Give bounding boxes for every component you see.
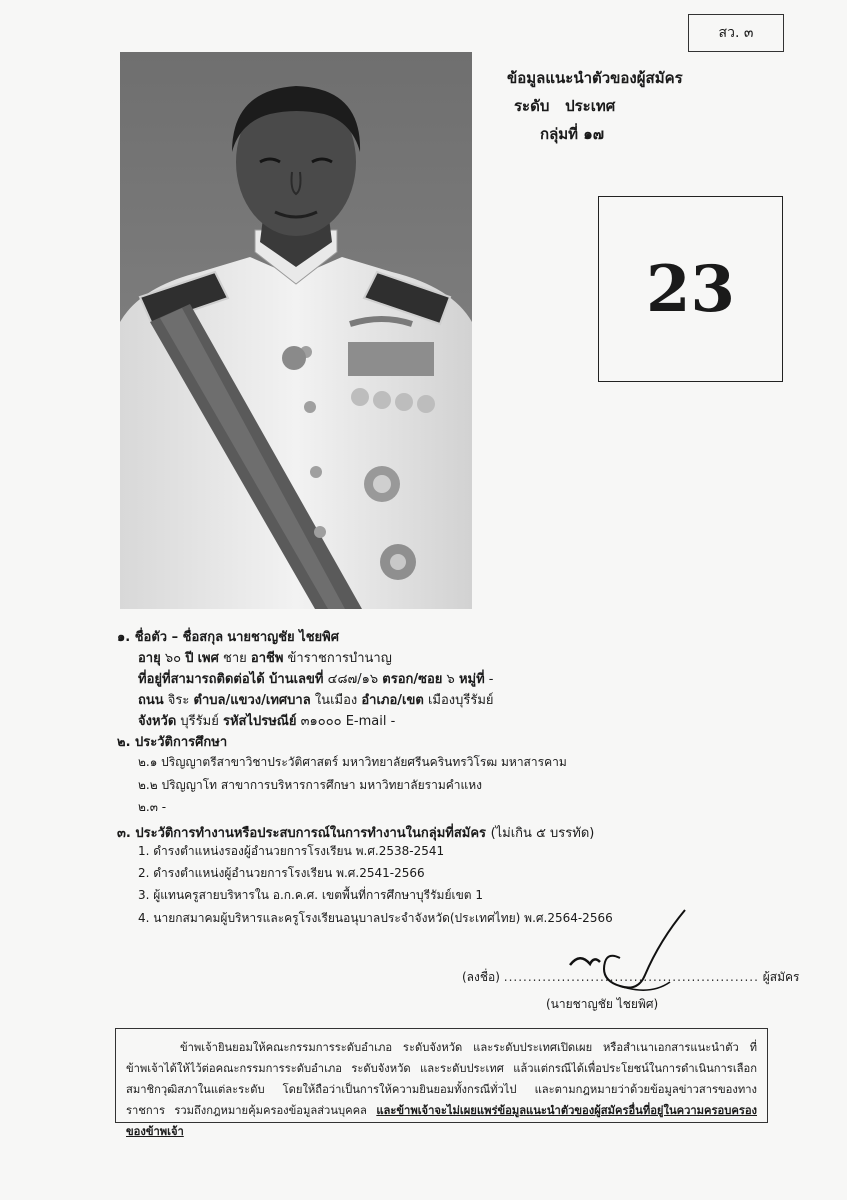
education-item-number: ๒.๑ — [138, 755, 158, 769]
moo-label: หมู่ที่ — [458, 672, 485, 687]
sex-label: เพศ — [197, 651, 219, 666]
alley-label: ตรอก/ซอย — [382, 672, 443, 687]
form-code-box — [688, 14, 784, 52]
house-number: ๔๘๗/๑๖ — [327, 672, 379, 687]
consent-text: ข้าพเจ้ายินยอมให้คณะกรรมการระดับอำเภอ ระดับจังหวัด และระดับประเทศเปิดเผย หรือสำเนาเอกสารแนะนำตัว ที่ข้าพเจ้าได้ให้ไว้ต่อคณะกรรมการระดับอำเภอ ระดับจังหวัด และระดับประเทศ แล้วแต่กรณีได้เพื่อประโยชน์ในการดำเนินการเลือกสมาชิกวุฒิสภาในแต่ละระดับ โดยให้ถือว่าเป็นการให้ความยินยอมทั้งกรณีทั่วไป และตามกฎหมายว่าด้วยข้อมูลข่าวสารของทางราชการ รวมถึงกฎหมายคุ้มครองข้อมูลส่วนบุคคล — [126, 1041, 757, 1117]
age-value: ๖๐ — [164, 651, 182, 666]
occupation-label: อาชีพ — [250, 651, 284, 666]
consent-box — [115, 1028, 768, 1138]
work-history-title-line — [117, 822, 594, 843]
education-item-number: ๒.๒ — [138, 778, 158, 792]
province-value: บุรีรัมย์ — [180, 714, 219, 729]
subdistrict-label: ตำบล/แขวง/เทศบาล — [193, 693, 311, 708]
postcode-value: ๓๑๐๐๐ — [300, 714, 342, 729]
work-history-item: 2. ดำรงตำแหน่งผู้อำนวยการโรงเรียน พ.ศ.2541-2566 — [138, 866, 425, 880]
education-item-number: ๒.๓ — [138, 800, 158, 814]
postcode-label: รหัสไปรษณีย์ — [222, 714, 297, 729]
education-item-text: ปริญญาโท สาขาการบริหารการศึกษา มหาวิทยาลัยรามคำแหง — [161, 778, 483, 792]
document-title: ข้อมูลแนะนำตัวของผู้สมัคร — [507, 69, 683, 87]
education-item-text: - — [161, 800, 167, 814]
candidate-photo — [120, 52, 472, 609]
address-label: ที่อยู่ที่สามารถติดต่อได้ บ้านเลขที่ — [138, 672, 324, 687]
level-value: ประเทศ — [565, 97, 616, 115]
work-history-note: (ไม่เกิน ๕ บรรทัด) — [490, 826, 595, 841]
work-history-title: ๓. ประวัติการทำงานหรือประสบการณ์ในการทำงานในกลุ่มที่สมัคร — [117, 826, 487, 841]
candidate-number-box — [598, 196, 783, 382]
district-label: อำเภอ/เขต — [361, 693, 424, 708]
name-label: ๑. ชื่อตัว – ชื่อสกุล — [117, 630, 224, 645]
level-label: ระดับ — [514, 97, 550, 115]
signer-printed-name: (นายชาญชัย ไชยพิศ) — [546, 997, 659, 1011]
education-item — [138, 753, 567, 772]
education-item-text: ปริญญาตรีสาขาวิชาประวัติศาสตร์ มหาวิทยาลัยศรีนครินทรวิโรฒ มหาสารคาม — [161, 755, 567, 769]
road-label: ถนน — [138, 693, 164, 708]
work-history-item: 4. นายกสมาคมผู้บริหารและครูโรงเรียนอนุบาลประจำจังหวัด(ประเทศไทย) พ.ศ.2564-2566 — [138, 911, 613, 925]
email-value: - — [390, 714, 396, 729]
age-unit: ปี — [185, 651, 194, 666]
level-line — [514, 94, 615, 118]
section1-line1 — [117, 626, 339, 647]
section1-line4 — [138, 689, 494, 710]
section1-line2 — [138, 647, 392, 668]
handwritten-signature — [560, 900, 700, 1000]
group-label: กลุ่มที่ ๑๗ — [540, 125, 605, 143]
candidate-number: 23 — [645, 251, 736, 327]
education-item — [138, 798, 166, 817]
moo-value: - — [488, 672, 494, 687]
province-label: จังหวัด — [138, 714, 177, 729]
candidate-portrait-image — [120, 52, 472, 609]
consent-underlined-text: และข้าพเจ้าจะไม่เผยแพร่ข้อมูลแนะนำตัวของผู้สมัครอื่นที่อยู่ในความครอบครองของข้าพเจ้า — [126, 1104, 758, 1138]
section1-line3 — [138, 668, 494, 689]
subdistrict-value: ในเมือง — [314, 693, 358, 708]
education-item — [138, 776, 482, 795]
form-code: สว. ๓ — [718, 25, 754, 41]
alley-value: ๖ — [446, 672, 455, 687]
signature-dots: ..................................................... — [503, 970, 759, 984]
sign-label: (ลงชื่อ) — [462, 970, 500, 984]
age-label: อายุ — [138, 651, 161, 666]
email-label: E-mail — [345, 714, 387, 729]
district-value: เมืองบุรีรัมย์ — [427, 693, 494, 708]
road-value: จิระ — [167, 693, 190, 708]
sex-value: ชาย — [223, 651, 247, 666]
signer-role: ผู้สมัคร — [762, 970, 800, 984]
section1-line5 — [138, 710, 395, 731]
work-history-item: 1. ดำรงตำแหน่งรองผู้อำนวยการโรงเรียน พ.ศ.2538-2541 — [138, 844, 445, 858]
candidate-name: นายชาญชัย ไชยพิศ — [227, 630, 339, 645]
occupation-value: ข้าราชการบำนาญ — [287, 651, 392, 666]
education-title: ๒. ประวัติการศึกษา — [117, 735, 228, 750]
work-history-item: 3. ผู้แทนครูสายบริหารใน อ.ก.ค.ศ. เขตพื้นที่การศึกษาบุรีรัมย์เขต 1 — [138, 888, 484, 902]
